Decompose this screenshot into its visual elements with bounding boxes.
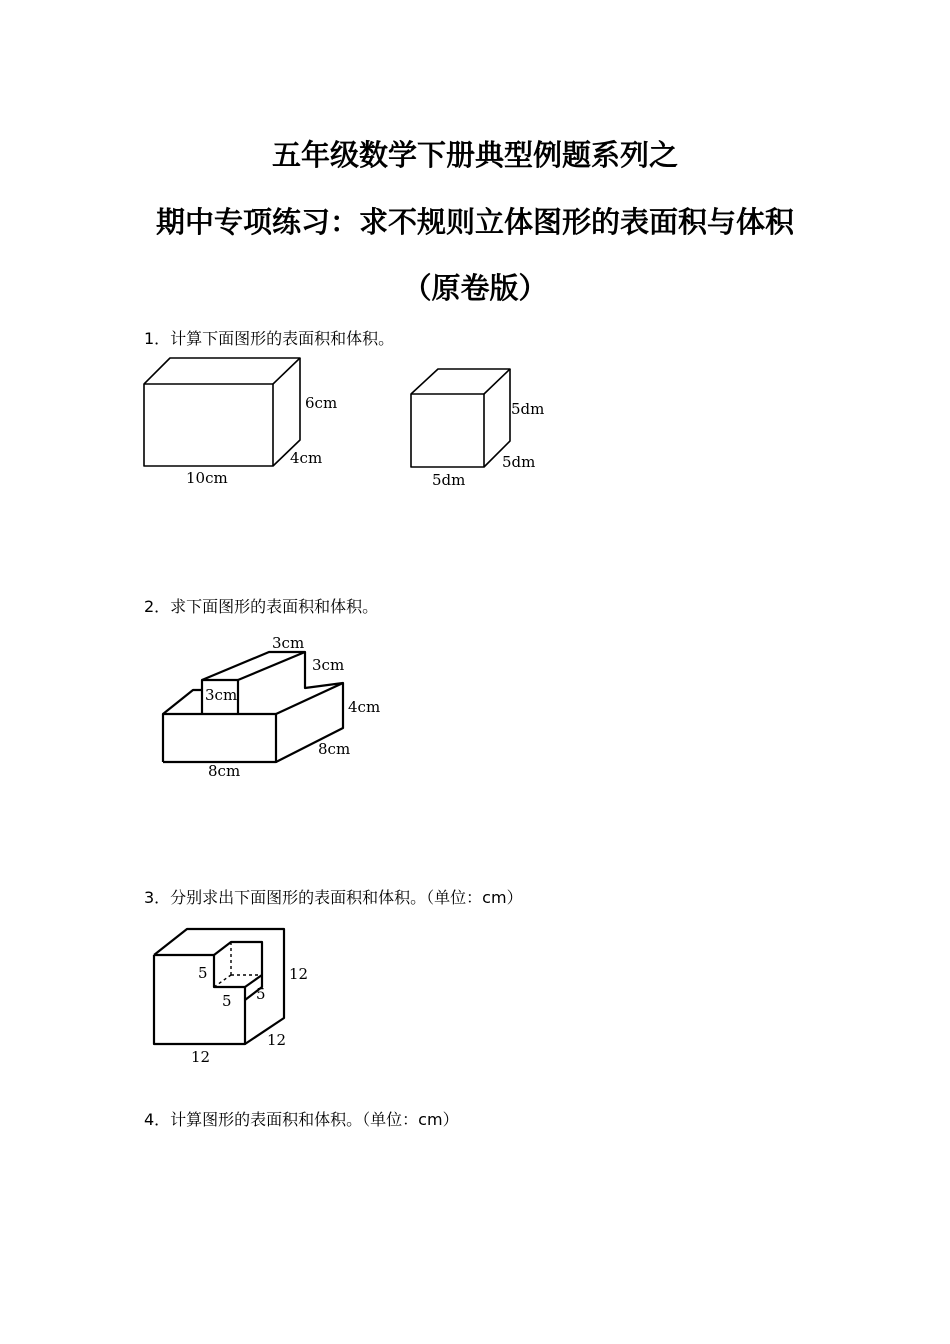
notch-depth-label: 5 bbox=[256, 985, 266, 1003]
cube-depth-12-label: 12 bbox=[267, 1031, 287, 1049]
block-height-label: 4cm bbox=[348, 698, 381, 716]
cuboid-width-label: 4cm bbox=[290, 449, 323, 467]
notch-height-label: 5 bbox=[198, 964, 208, 982]
question-2-text: 2．求下面图形的表面积和体积。 bbox=[144, 597, 379, 616]
block-depth-label: 8cm bbox=[318, 740, 351, 758]
notch-hidden-edge-d bbox=[214, 975, 231, 987]
cube-length-12-label: 12 bbox=[191, 1048, 211, 1066]
question-3-text: 3．分别求出下面图形的表面积和体积。（单位：cm） bbox=[144, 888, 523, 907]
step-height-label: 3cm bbox=[205, 686, 238, 704]
cuboid-height-label: 6cm bbox=[305, 394, 338, 412]
cube-height-label: 5dm bbox=[511, 400, 545, 418]
cube-length-label: 5dm bbox=[432, 471, 466, 489]
question-4-text: 4．计算图形的表面积和体积。（单位：cm） bbox=[144, 1110, 459, 1129]
notch-width-label: 5 bbox=[222, 992, 232, 1010]
title-line-2: 期中专项练习：求不规则立体图形的表面积与体积 bbox=[155, 205, 794, 239]
cube-height-12-label: 12 bbox=[289, 965, 309, 983]
cube-width-label: 5dm bbox=[502, 453, 536, 471]
cuboid-length-label: 10cm bbox=[186, 469, 228, 487]
step-top-depth-label: 3cm bbox=[312, 656, 345, 674]
block-length-label: 8cm bbox=[208, 762, 241, 780]
question-1-text: 1．计算下面图形的表面积和体积。 bbox=[144, 329, 395, 348]
step-top-width-label: 3cm bbox=[272, 634, 305, 652]
title-line-3: （原卷版） bbox=[402, 271, 548, 305]
title-line-1: 五年级数学下册典型例题系列之 bbox=[271, 138, 678, 172]
